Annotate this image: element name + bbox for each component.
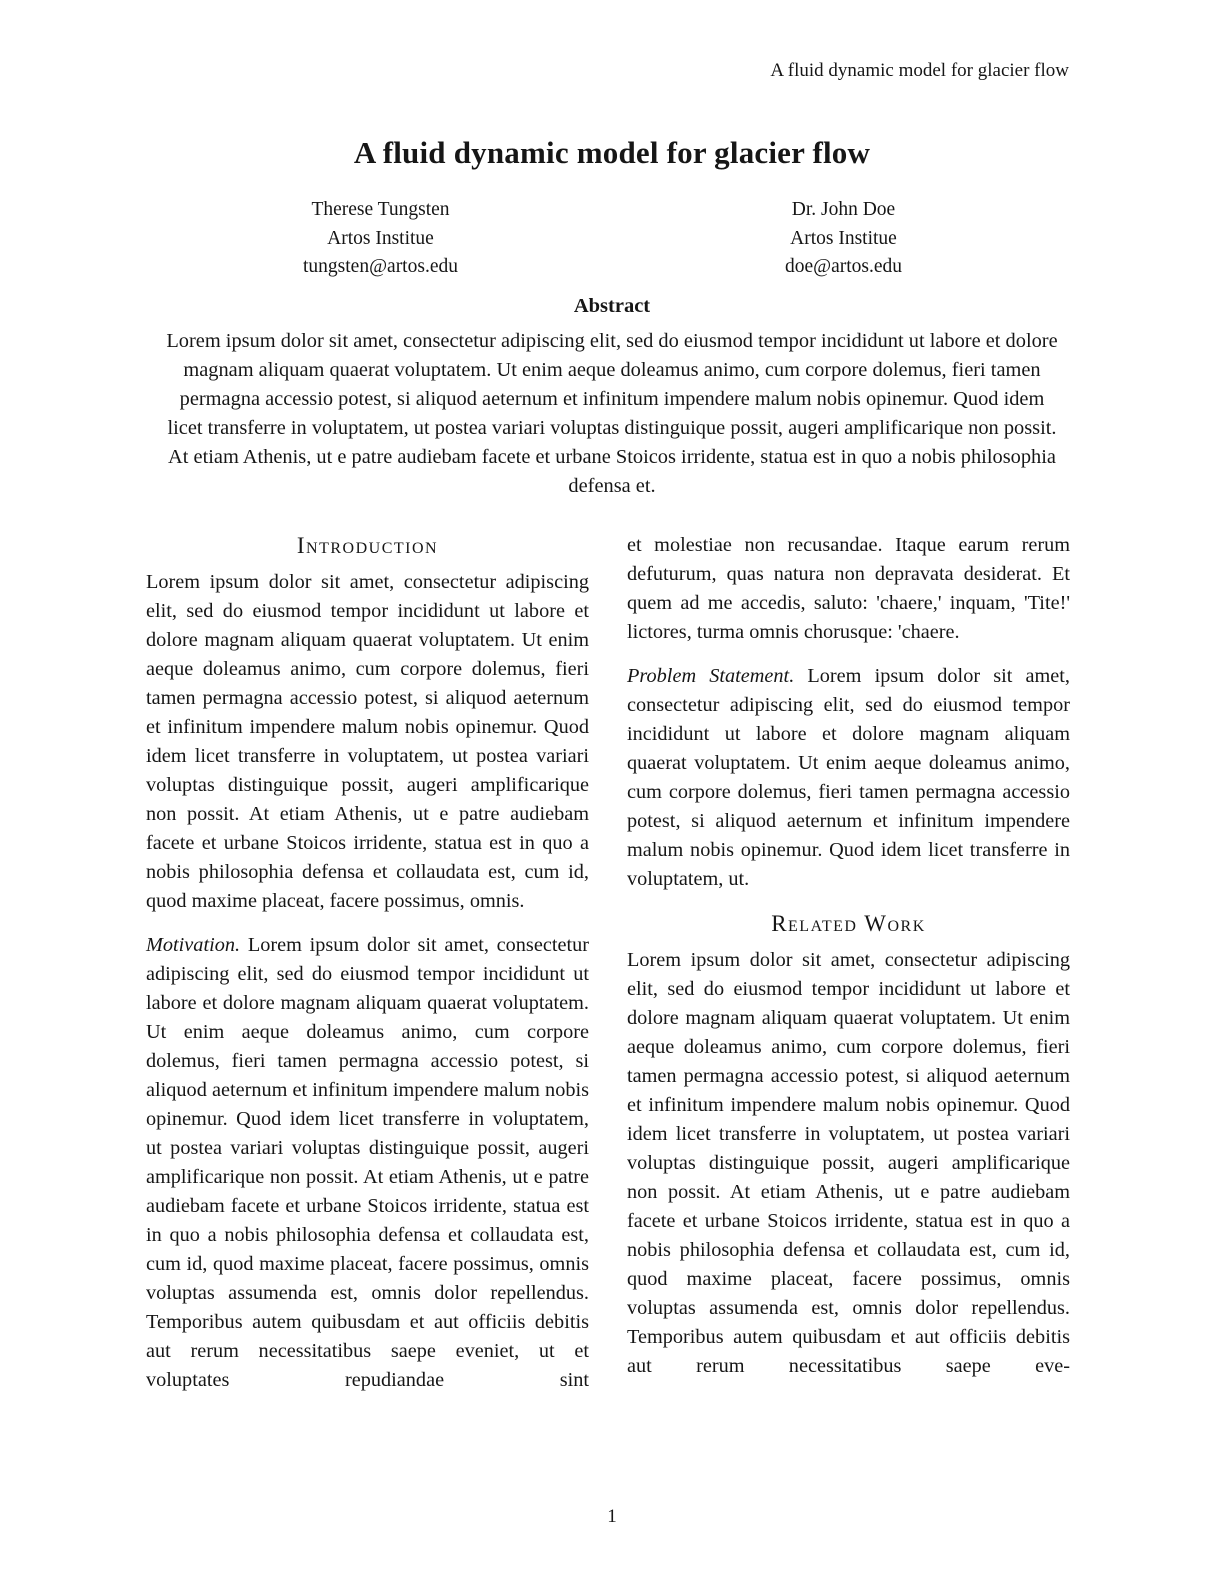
introduction-paragraph: Lorem ipsum dolor sit amet, consectetur adipiscing elit, sed do eiusmod tempor incididunt ut labore et dolore magnam aliquam quaerat voluptatem. Ut enim aeque doleamus animo, cum corpore dolemus, fieri tamen permagna accessio potest, si aliquod aeternum et infinitum impendere malum nobis opinemur. Quod idem licet transferre in voluptatem, ut postea variari voluptas distinguique possit, augeri amplificarique non possit. At etiam Athenis, ut e patre audiebam facete et urbane Stoicos irridente, statua est in quo a nobis philosophia defensa et collaudata est, cum id, quod maxime placeat, facere possimus, omnis. [146,571,589,912]
author-affiliation: Artos Institue [790,227,897,249]
two-column-body [146,531,1071,1395]
running-head: A fluid dynamic model for glacier flow [770,60,1069,81]
author-name: Dr. John Doe [791,199,896,220]
author-right [612,196,1075,282]
page-title: A fluid dynamic model for glacier flow [353,135,871,170]
abstract-text: Lorem ipsum dolor sit amet, consectetur adipiscing elit, sed do eiusmod tempor incididunt ut labore et dolore magnam aliquam quaerat voluptatem. Ut enim aeque doleamus animo, cum corpore dolemus, fieri tamen permagna accessio potest, si aliquod aeternum et infinitum impendere malum nobis opinemur. Quod idem licet transferre in voluptatem, ut postea variari voluptas distinguique possit, augeri amplificarique non possit. At etiam Athenis, ut e patre audiebam facete et urbane Stoicos irridente, statua est in quo a nobis philosophia defensa et. [166,330,1058,497]
author-email: tungsten@artos.edu [303,256,458,277]
left-column [146,531,589,1395]
related-work-paragraph: Lorem ipsum dolor sit amet, consectetur adipiscing elit, sed do eiusmod tempor incididunt ut labore et dolore magnam aliquam quaerat voluptatem. Ut enim aeque doleamus animo, cum corpore dolemus, fieri tamen permagna accessio potest, si aliquod aeternum et infinitum impendere malum nobis opinemur. Quod idem licet transferre in voluptatem, ut postea variari voluptas distinguique possit, augeri amplificarique non possit. At etiam Athenis, ut e patre audiebam facete et urbane Stoicos irridente, statua est in quo a nobis philosophia defensa et collaudata est, cum id, quod maxime placeat, facere possimus, omnis voluptas assumenda est, omnis dolor repellendus. Temporibus autem quibusdam et aut officiis debitis aut rerum necessitatibus saepe eve- [627,949,1070,1377]
author-block [149,196,1075,282]
author-left [149,196,612,282]
motivation-paragraph [146,931,589,1395]
problem-statement-paragraph [627,662,1070,894]
abstract-heading: Abstract [573,295,651,317]
section-heading-introduction: Introduction [296,533,439,558]
author-name: Therese Tungsten [311,199,450,220]
page-number: 1 [607,1506,617,1527]
continuation-paragraph: et molestiae non recusandae. Itaque earum rerum defuturum, quas natura non depravata desiderat. Et quem ad me accedis, saluto: 'chaere,' inquam, 'Tite!' lictores, turma omnis chorusque: 'chaere. [627,534,1070,643]
right-column [627,531,1070,1395]
author-email: doe@artos.edu [784,256,903,277]
section-heading-related-work: Related Work [771,911,926,936]
problem-statement-text: Lorem ipsum dolor sit amet, consectetur adipiscing elit, sed do eiusmod tempor incididunt ut labore et dolore magnam aliquam quaerat voluptatem. Ut enim aeque doleamus animo, cum corpore dolemus, fieri tamen permagna accessio potest, si aliquod aeternum et infinitum impendere malum nobis opinemur. Quod idem licet transferre in voluptatem, ut. [627,665,1070,890]
problem-statement-run-in-label: Problem Statement. [627,665,795,687]
motivation-text: Lorem ipsum dolor sit amet, consectetur adipiscing elit, sed do eiusmod tempor incididunt ut labore et dolore magnam aliquam quaerat voluptatem. Ut enim aeque doleamus animo, cum corpore dolemus, fieri tamen permagna accessio potest, si aliquod aeternum et infinitum impendere malum nobis opinemur. Quod idem licet transferre in voluptatem, ut postea variari voluptas distinguique possit, augeri amplificarique non possit. At etiam Athenis, ut e patre audiebam facete et urbane Stoicos irridente, statua est in quo a nobis philosophia defensa et collaudata est, cum id, quod maxime placeat, facere possimus, omnis voluptas assumenda est, omnis dolor repellendus. Temporibus autem quibusdam et aut officiis debitis aut rerum necessitatibus saepe eveniet, ut et voluptates repudiandae sint [146,934,589,1391]
author-affiliation: Artos Institue [327,227,434,249]
motivation-run-in-label: Motivation. [146,934,241,956]
